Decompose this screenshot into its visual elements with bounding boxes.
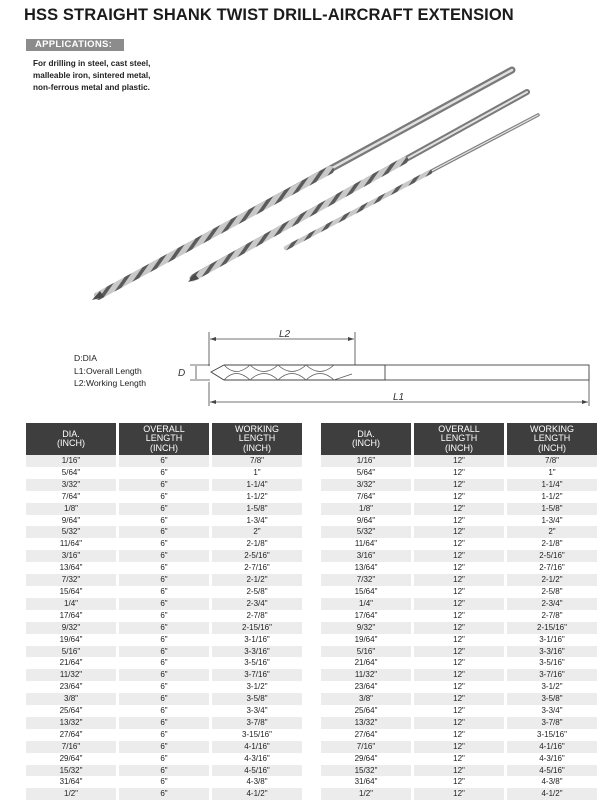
overall-length-cell: 6" <box>119 538 209 550</box>
working-length-cell: 4-3/8" <box>507 776 597 788</box>
working-length-cell: 3-7/8" <box>507 717 597 729</box>
column-header-line: (INCH) <box>538 442 566 453</box>
overall-length-cell: 12" <box>414 467 504 479</box>
working-length-cell: 2-1/8" <box>212 538 302 550</box>
dia-cell: 1/4" <box>321 598 411 610</box>
column-header-line: (INCH) <box>352 438 380 448</box>
table-row <box>26 753 302 765</box>
overall-length-cell: 6" <box>119 503 209 515</box>
working-length-cell: 3-1/2" <box>507 681 597 693</box>
working-length-cell: 1-5/8" <box>507 503 597 515</box>
working-length-cell: 1" <box>507 467 597 479</box>
table-row <box>26 610 302 622</box>
table-row <box>26 586 302 598</box>
overall-length-cell: 12" <box>414 455 504 467</box>
working-length-cell: 1-1/4" <box>507 479 597 491</box>
overall-length-cell: 12" <box>414 622 504 634</box>
applications-line: For drilling in steel, cast steel, <box>33 59 151 68</box>
table-row <box>321 634 597 646</box>
working-length-cell: 4-5/16" <box>212 765 302 777</box>
d-label: D <box>178 368 186 379</box>
drill-table-6in <box>23 423 305 800</box>
working-length-cell: 1-1/2" <box>212 491 302 503</box>
overall-length-cell: 12" <box>414 574 504 586</box>
dia-cell: 23/64" <box>26 681 116 693</box>
column-header-line: (INCH) <box>150 442 178 453</box>
dia-cell: 9/32" <box>321 622 411 634</box>
overall-length-cell: 6" <box>119 491 209 503</box>
overall-length-cell: 6" <box>119 598 209 610</box>
overall-length-cell: 6" <box>119 586 209 598</box>
dia-cell: 15/64" <box>26 586 116 598</box>
dia-cell: 7/64" <box>321 491 411 503</box>
working-length-cell: 4-3/16" <box>507 753 597 765</box>
dia-cell: 17/64" <box>321 610 411 622</box>
working-length-cell: 3-7/16" <box>212 669 302 681</box>
table-header-row <box>26 423 302 455</box>
table-row <box>26 479 302 491</box>
working-length-cell: 3-3/4" <box>507 705 597 717</box>
dia-cell: 19/64" <box>26 634 116 646</box>
working-length-cell: 1-1/4" <box>212 479 302 491</box>
working-length-cell: 1-5/8" <box>212 503 302 515</box>
table-row <box>26 515 302 527</box>
working-length-cell: 2-1/2" <box>212 574 302 586</box>
table-row <box>321 610 597 622</box>
table-row <box>321 753 597 765</box>
working-length-cell: 3-7/16" <box>507 669 597 681</box>
dia-cell: 1/16" <box>321 455 411 467</box>
table-row <box>321 598 597 610</box>
dia-cell: 19/64" <box>321 634 411 646</box>
working-length-cell: 3-15/16" <box>507 729 597 741</box>
table-row <box>26 574 302 586</box>
working-length-cell: 2-5/16" <box>212 550 302 562</box>
table-row <box>321 717 597 729</box>
l1-label: L1 <box>393 392 405 403</box>
table-row <box>321 550 597 562</box>
table-row <box>26 657 302 669</box>
dia-cell: 5/64" <box>26 467 116 479</box>
dia-cell: 1/4" <box>26 598 116 610</box>
table-row <box>26 455 302 467</box>
dia-cell: 1/8" <box>26 503 116 515</box>
column-header <box>119 423 209 455</box>
table-row <box>26 646 302 658</box>
table-row <box>321 526 597 538</box>
working-length-cell: 3-1/16" <box>212 634 302 646</box>
table-row <box>26 622 302 634</box>
column-header-line: OVERALL <box>143 423 185 434</box>
table-row <box>26 503 302 515</box>
working-length-cell: 1-3/4" <box>212 515 302 527</box>
overall-length-cell: 6" <box>119 693 209 705</box>
dia-cell: 11/32" <box>321 669 411 681</box>
dia-cell: 5/32" <box>26 526 116 538</box>
overall-length-cell: 6" <box>119 753 209 765</box>
table-row <box>321 669 597 681</box>
overall-length-cell: 12" <box>414 788 504 800</box>
overall-length-cell: 12" <box>414 705 504 717</box>
overall-length-cell: 6" <box>119 622 209 634</box>
drill-medium <box>188 92 527 282</box>
overall-length-cell: 12" <box>414 515 504 527</box>
working-length-cell: 4-1/16" <box>212 741 302 753</box>
dia-cell: 13/64" <box>321 562 411 574</box>
applications-line: malleable iron, sintered metal, <box>33 71 151 80</box>
table-row <box>26 765 302 777</box>
dia-cell: 9/32" <box>26 622 116 634</box>
dia-cell: 25/64" <box>26 705 116 717</box>
dia-cell: 3/16" <box>321 550 411 562</box>
column-header-line: (INCH) <box>243 442 271 453</box>
overall-length-cell: 12" <box>414 669 504 681</box>
column-header <box>321 423 411 455</box>
dia-cell: 11/64" <box>26 538 116 550</box>
table-row <box>26 729 302 741</box>
overall-length-cell: 12" <box>414 717 504 729</box>
dia-cell: 27/64" <box>26 729 116 741</box>
column-header-line: DIA. <box>62 428 80 439</box>
overall-length-cell: 12" <box>414 610 504 622</box>
overall-length-cell: 6" <box>119 729 209 741</box>
working-length-cell: 2-5/16" <box>507 550 597 562</box>
table-row <box>321 646 597 658</box>
table-header-row <box>321 423 597 455</box>
table-row <box>321 741 597 753</box>
overall-length-cell: 12" <box>414 681 504 693</box>
table-row <box>321 705 597 717</box>
table-row <box>321 586 597 598</box>
dia-cell: 3/8" <box>26 693 116 705</box>
working-length-cell: 2-7/8" <box>507 610 597 622</box>
overall-length-cell: 6" <box>119 681 209 693</box>
working-length-cell: 4-3/16" <box>212 753 302 765</box>
table-row <box>26 598 302 610</box>
table-row <box>26 526 302 538</box>
dia-cell: 31/64" <box>26 776 116 788</box>
overall-length-cell: 6" <box>119 776 209 788</box>
working-length-cell: 3-3/4" <box>212 705 302 717</box>
table-row <box>26 705 302 717</box>
dia-cell: 9/64" <box>321 515 411 527</box>
table-row <box>321 776 597 788</box>
working-length-cell: 2-3/4" <box>212 598 302 610</box>
working-length-cell: 3-3/16" <box>212 646 302 658</box>
dia-cell: 3/32" <box>26 479 116 491</box>
overall-length-cell: 12" <box>414 550 504 562</box>
overall-length-cell: 12" <box>414 479 504 491</box>
dia-cell: 29/64" <box>321 753 411 765</box>
table-row <box>321 729 597 741</box>
column-header-line: LENGTH <box>440 433 478 444</box>
overall-length-cell: 12" <box>414 741 504 753</box>
working-length-cell: 3-1/2" <box>212 681 302 693</box>
drill-long <box>92 70 512 300</box>
table-row <box>321 574 597 586</box>
working-length-cell: 4-1/2" <box>212 788 302 800</box>
dia-cell: 3/32" <box>321 479 411 491</box>
overall-length-cell: 6" <box>119 634 209 646</box>
overall-length-cell: 6" <box>119 574 209 586</box>
working-length-cell: 3-5/16" <box>507 657 597 669</box>
working-length-cell: 2-5/8" <box>212 586 302 598</box>
column-header <box>26 423 116 455</box>
table-row <box>321 788 597 800</box>
table-row <box>321 693 597 705</box>
overall-length-cell: 6" <box>119 646 209 658</box>
legend-item: L1:Overall Length <box>74 365 142 376</box>
working-length-cell: 2-7/8" <box>212 610 302 622</box>
table-row <box>26 693 302 705</box>
column-header-line: OVERALL <box>438 423 480 434</box>
overall-length-cell: 12" <box>414 765 504 777</box>
working-length-cell: 4-1/2" <box>507 788 597 800</box>
column-header <box>212 423 302 455</box>
column-header <box>414 423 504 455</box>
column-header-line: (INCH) <box>57 438 85 448</box>
working-length-cell: 3-7/8" <box>212 717 302 729</box>
dia-cell: 9/64" <box>26 515 116 527</box>
l2-label: L2 <box>279 329 291 340</box>
table-row <box>26 550 302 562</box>
table-row <box>26 776 302 788</box>
working-length-cell: 2" <box>507 526 597 538</box>
overall-length-cell: 6" <box>119 455 209 467</box>
table-row <box>26 467 302 479</box>
working-length-cell: 2-15/16" <box>507 622 597 634</box>
legend-item: D:DIA <box>74 353 97 363</box>
dia-cell: 1/2" <box>26 788 116 800</box>
page-title: HSS STRAIGHT SHANK TWIST DRILL-AIRCRAFT EXTENSION <box>24 6 514 24</box>
overall-length-cell: 12" <box>414 693 504 705</box>
dia-cell: 13/32" <box>321 717 411 729</box>
dia-cell: 1/16" <box>26 455 116 467</box>
working-length-cell: 4-3/8" <box>212 776 302 788</box>
dia-cell: 1/2" <box>321 788 411 800</box>
dia-cell: 31/64" <box>321 776 411 788</box>
overall-length-cell: 6" <box>119 669 209 681</box>
dia-cell: 21/64" <box>26 657 116 669</box>
table-row <box>321 657 597 669</box>
working-length-cell: 2-5/8" <box>507 586 597 598</box>
applications-badge: APPLICATIONS: <box>26 39 124 51</box>
dia-cell: 15/64" <box>321 586 411 598</box>
overall-length-cell: 6" <box>119 550 209 562</box>
overall-length-cell: 6" <box>119 562 209 574</box>
working-length-cell: 2" <box>212 526 302 538</box>
overall-length-cell: 12" <box>414 538 504 550</box>
table-row <box>321 765 597 777</box>
table-row <box>321 503 597 515</box>
table-row <box>321 479 597 491</box>
working-length-cell: 2-7/16" <box>507 562 597 574</box>
overall-length-cell: 6" <box>119 657 209 669</box>
working-length-cell: 1" <box>212 467 302 479</box>
overall-length-cell: 12" <box>414 657 504 669</box>
dia-cell: 11/32" <box>26 669 116 681</box>
table-row <box>26 634 302 646</box>
column-header-line: LENGTH <box>533 433 571 444</box>
table-row <box>26 741 302 753</box>
dia-cell: 13/64" <box>26 562 116 574</box>
dia-cell: 11/64" <box>321 538 411 550</box>
working-length-cell: 3-1/16" <box>507 634 597 646</box>
drill-thin <box>286 115 538 248</box>
overall-length-cell: 12" <box>414 562 504 574</box>
table-row <box>321 515 597 527</box>
dia-cell: 1/8" <box>321 503 411 515</box>
dia-cell: 5/64" <box>321 467 411 479</box>
legend-item: L2:Working Length <box>74 378 146 388</box>
working-length-cell: 1-3/4" <box>507 515 597 527</box>
working-length-cell: 3-3/16" <box>507 646 597 658</box>
dia-cell: 7/16" <box>26 741 116 753</box>
overall-length-cell: 6" <box>119 765 209 777</box>
column-header-line: (INCH) <box>445 442 473 453</box>
working-length-cell: 2-15/16" <box>212 622 302 634</box>
working-length-cell: 7/8" <box>507 455 597 467</box>
dia-cell: 29/64" <box>26 753 116 765</box>
dia-cell: 23/64" <box>321 681 411 693</box>
dia-cell: 17/64" <box>26 610 116 622</box>
drill-table-12in <box>318 423 600 800</box>
column-header-line: LENGTH <box>145 433 183 444</box>
overall-length-cell: 6" <box>119 467 209 479</box>
overall-length-cell: 6" <box>119 526 209 538</box>
working-length-cell: 7/8" <box>212 455 302 467</box>
dia-cell: 21/64" <box>321 657 411 669</box>
overall-length-cell: 12" <box>414 586 504 598</box>
working-length-cell: 1-1/2" <box>507 491 597 503</box>
dimension-diagram <box>178 329 589 406</box>
table-row <box>26 491 302 503</box>
column-header-line: DIA. <box>357 428 375 439</box>
table-row <box>321 538 597 550</box>
table-row <box>321 622 597 634</box>
overall-length-cell: 12" <box>414 491 504 503</box>
dia-cell: 15/32" <box>321 765 411 777</box>
overall-length-cell: 6" <box>119 705 209 717</box>
overall-length-cell: 6" <box>119 788 209 800</box>
working-length-cell: 4-1/16" <box>507 741 597 753</box>
working-length-cell: 4-5/16" <box>507 765 597 777</box>
column-header-line: WORKING <box>235 423 279 434</box>
dia-cell: 7/16" <box>321 741 411 753</box>
dia-cell: 5/16" <box>26 646 116 658</box>
working-length-cell: 3-5/8" <box>212 693 302 705</box>
table-row <box>321 681 597 693</box>
overall-length-cell: 6" <box>119 515 209 527</box>
table-row <box>26 562 302 574</box>
table-row <box>26 788 302 800</box>
overall-length-cell: 12" <box>414 634 504 646</box>
dia-cell: 3/8" <box>321 693 411 705</box>
dia-cell: 15/32" <box>26 765 116 777</box>
overall-length-cell: 12" <box>414 646 504 658</box>
table-row <box>26 681 302 693</box>
overall-length-cell: 6" <box>119 717 209 729</box>
dia-cell: 25/64" <box>321 705 411 717</box>
table-row <box>26 669 302 681</box>
working-length-cell: 2-1/8" <box>507 538 597 550</box>
applications-line: non-ferrous metal and plastic. <box>33 83 150 92</box>
dia-cell: 27/64" <box>321 729 411 741</box>
overall-length-cell: 6" <box>119 610 209 622</box>
table-row <box>321 455 597 467</box>
column-header-line: WORKING <box>530 423 574 434</box>
dia-cell: 13/32" <box>26 717 116 729</box>
dia-cell: 7/32" <box>26 574 116 586</box>
working-length-cell: 3-5/8" <box>507 693 597 705</box>
dia-cell: 7/32" <box>321 574 411 586</box>
diagram-legend <box>74 352 146 390</box>
column-header-line: LENGTH <box>238 433 276 444</box>
overall-length-cell: 12" <box>414 729 504 741</box>
working-length-cell: 2-7/16" <box>212 562 302 574</box>
table-row <box>321 467 597 479</box>
overall-length-cell: 6" <box>119 741 209 753</box>
table-row <box>26 538 302 550</box>
table-row <box>321 491 597 503</box>
dia-cell: 7/64" <box>26 491 116 503</box>
overall-length-cell: 6" <box>119 479 209 491</box>
working-length-cell: 3-15/16" <box>212 729 302 741</box>
working-length-cell: 2-1/2" <box>507 574 597 586</box>
dia-cell: 3/16" <box>26 550 116 562</box>
overall-length-cell: 12" <box>414 503 504 515</box>
overall-length-cell: 12" <box>414 776 504 788</box>
dia-cell: 5/16" <box>321 646 411 658</box>
table-row <box>26 717 302 729</box>
overall-length-cell: 12" <box>414 598 504 610</box>
overall-length-cell: 12" <box>414 753 504 765</box>
working-length-cell: 3-5/16" <box>212 657 302 669</box>
column-header <box>507 423 597 455</box>
table-row <box>321 562 597 574</box>
overall-length-cell: 12" <box>414 526 504 538</box>
working-length-cell: 2-3/4" <box>507 598 597 610</box>
dia-cell: 5/32" <box>321 526 411 538</box>
